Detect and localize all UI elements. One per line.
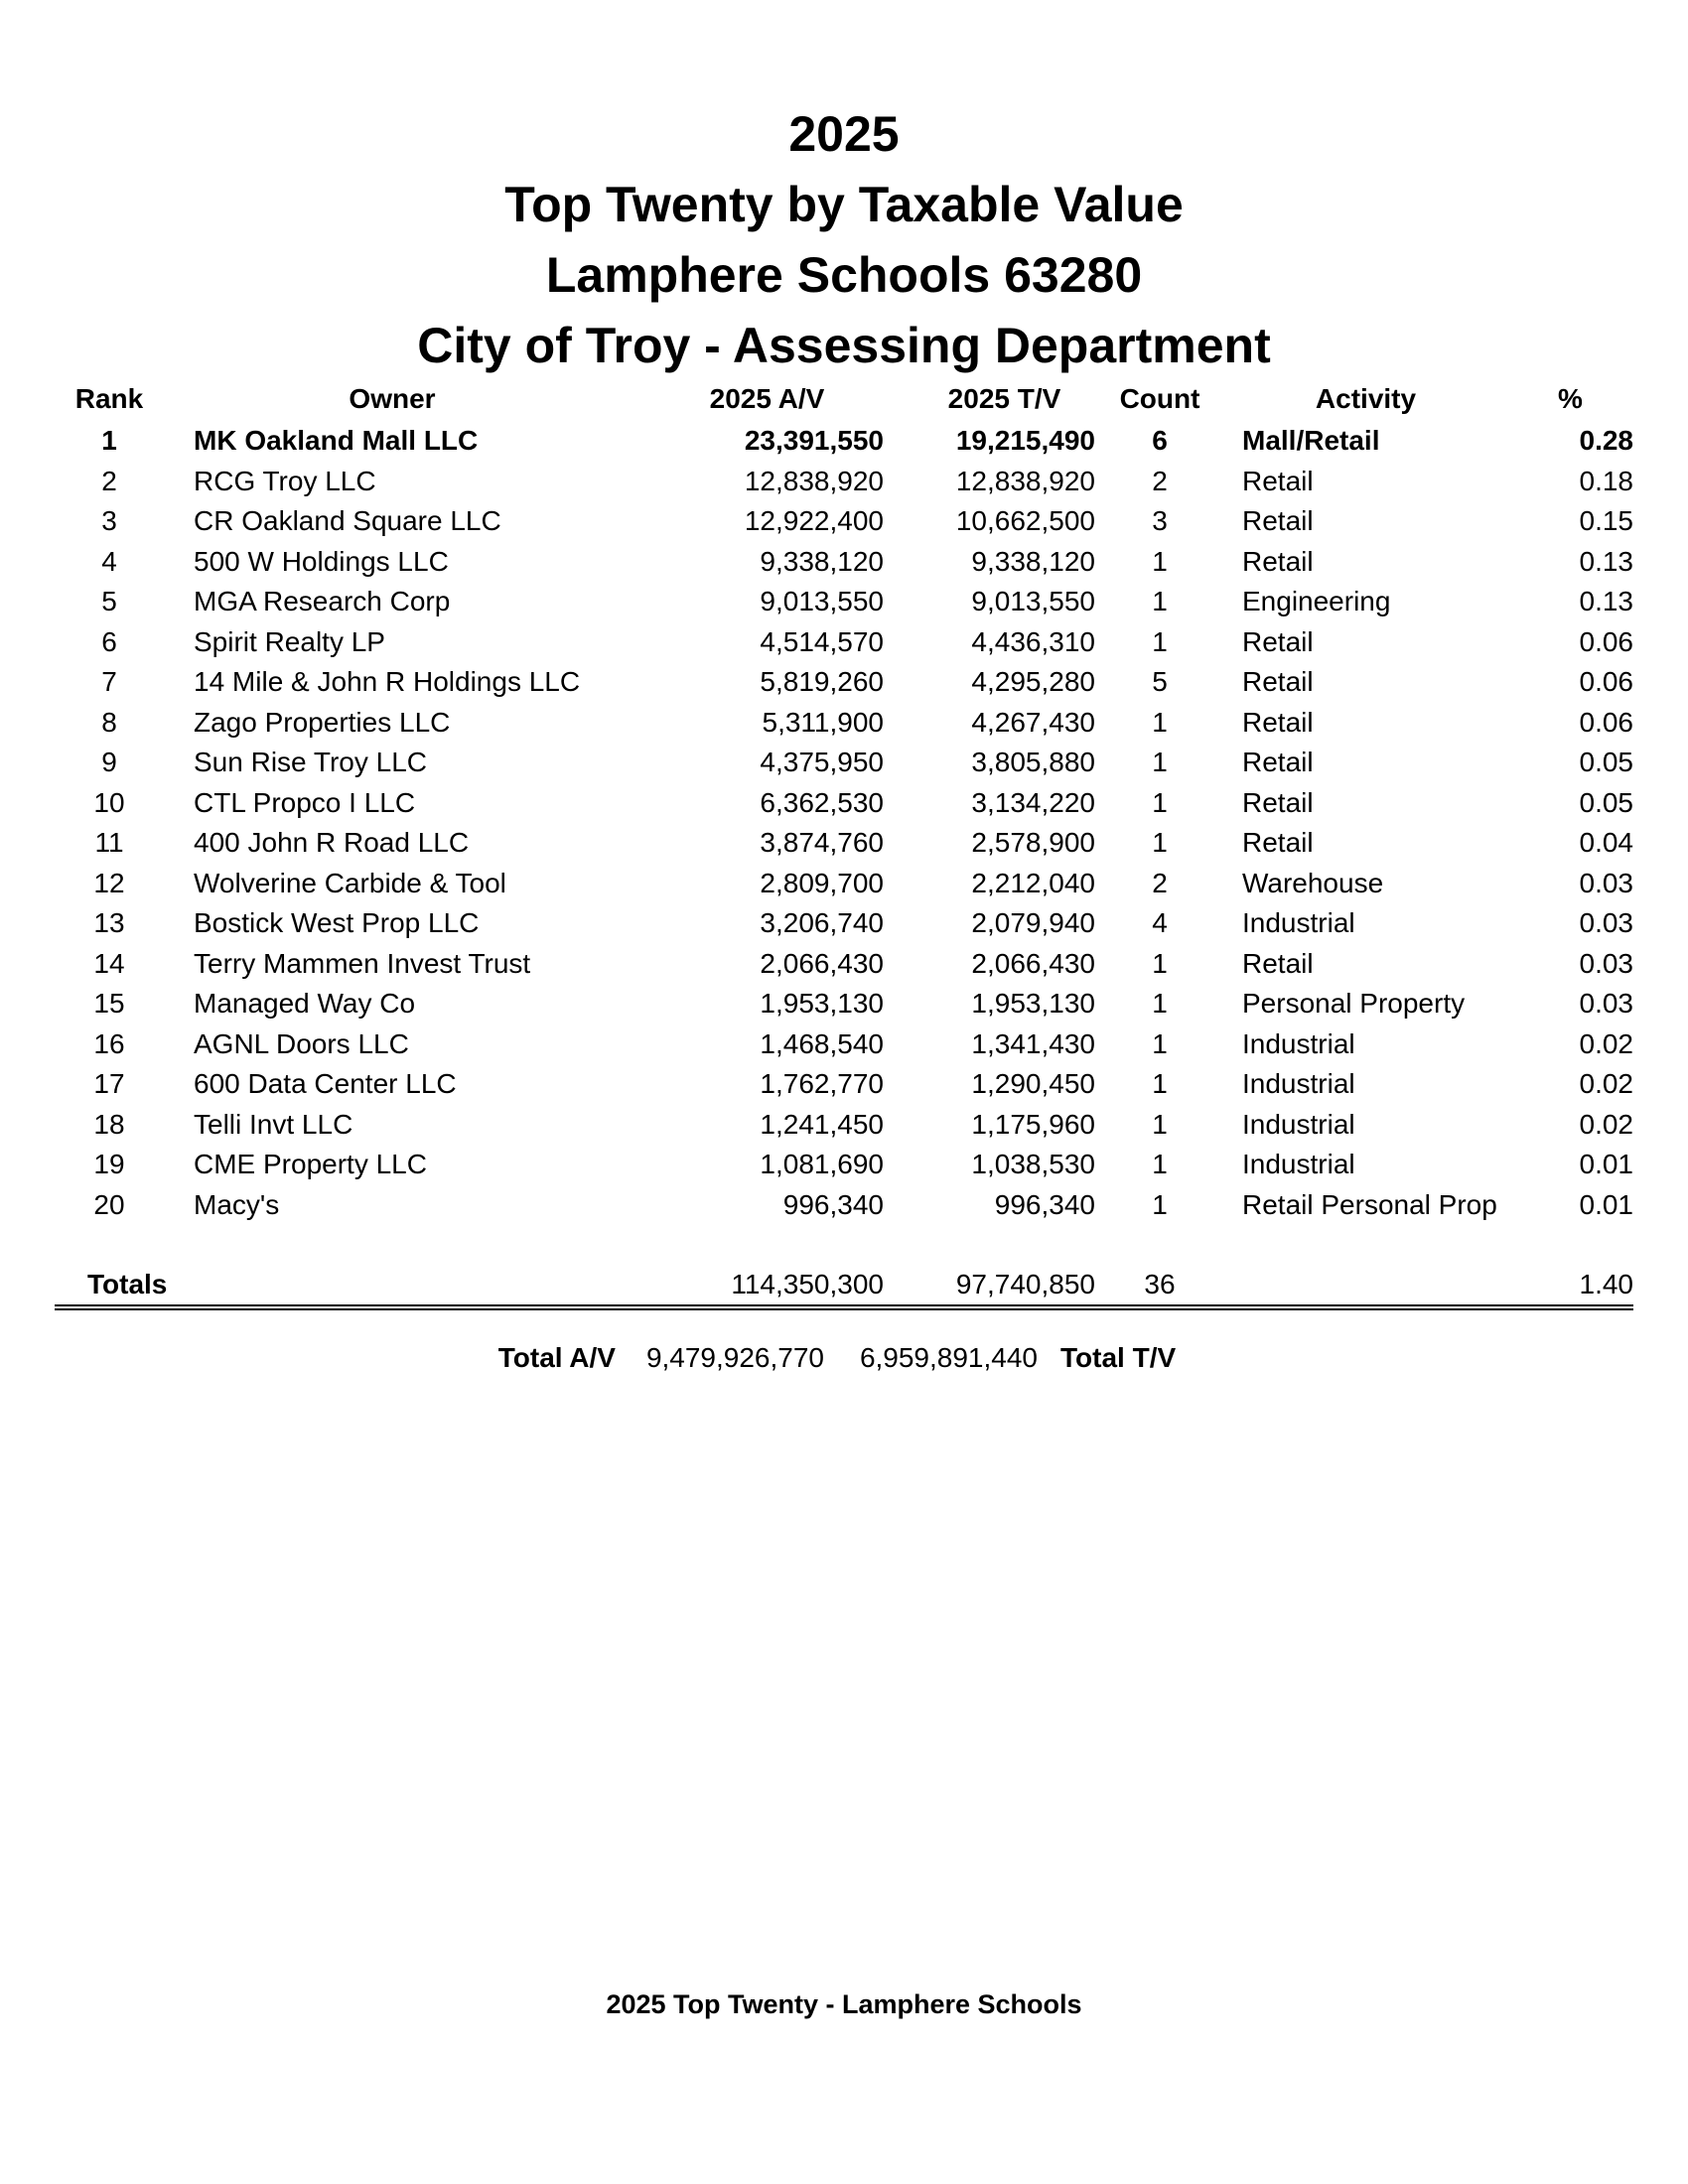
cell-rank: 18 <box>93 1108 125 1140</box>
cell-activity: Personal Property <box>1242 988 1466 1020</box>
cell-tv: 996,340 <box>994 1188 1095 1220</box>
cell-owner: 600 Data Center LLC <box>194 1068 457 1100</box>
title-year: 2025 <box>788 106 900 162</box>
cell-activity: Retail Personal Prop <box>1242 1188 1497 1220</box>
table-row <box>55 462 1633 502</box>
cell-activity: Retail <box>1242 827 1314 859</box>
cell-tv: 4,295,280 <box>971 666 1095 698</box>
table-row <box>55 501 1633 542</box>
totals-percent: 1.40 <box>1507 1265 1633 1307</box>
top-twenty-table <box>55 377 1633 1310</box>
cell-owner: Telli Invt LLC <box>194 1108 353 1140</box>
cell-owner: 14 Mile & John R Holdings LLC <box>194 666 581 698</box>
cell-rank: 17 <box>93 1068 125 1100</box>
cell-rank: 13 <box>93 907 125 939</box>
cell-activity: Retail <box>1242 505 1314 537</box>
cell-av: 9,013,550 <box>760 586 884 617</box>
cell-tv: 3,134,220 <box>971 786 1095 818</box>
table-row <box>55 864 1633 904</box>
cell-tv: 1,290,450 <box>971 1068 1095 1100</box>
cell-count: 1 <box>1152 947 1168 979</box>
cell-owner: CTL Propco I LLC <box>194 786 416 818</box>
table-body <box>55 421 1633 1225</box>
cell-percent: 0.05 <box>1579 786 1633 818</box>
header-rank: Rank <box>74 383 144 414</box>
cell-percent: 0.02 <box>1579 1068 1633 1100</box>
cell-owner: Macy's <box>194 1188 280 1220</box>
cell-rank: 20 <box>93 1188 125 1220</box>
cell-tv: 3,805,880 <box>971 747 1095 778</box>
cell-av: 23,391,550 <box>744 425 884 457</box>
cell-av: 996,340 <box>782 1188 884 1220</box>
cell-av: 2,066,430 <box>760 947 884 979</box>
totals-tv: 97,740,850 <box>884 1265 1095 1307</box>
cell-activity: Retail <box>1242 747 1314 778</box>
cell-owner: 400 John R Road LLC <box>194 827 470 859</box>
table-row <box>55 421 1633 462</box>
header-percent: % <box>1558 383 1583 414</box>
cell-tv: 9,338,120 <box>971 545 1095 577</box>
cell-count: 1 <box>1152 545 1168 577</box>
header-count: Count <box>1119 383 1200 414</box>
cell-tv: 2,212,040 <box>971 867 1095 898</box>
cell-av: 12,838,920 <box>744 465 884 496</box>
cell-rank: 16 <box>93 1027 125 1059</box>
cell-owner: Terry Mammen Invest Trust <box>194 947 531 979</box>
table-row <box>55 823 1633 864</box>
cell-tv: 1,175,960 <box>971 1108 1095 1140</box>
cell-count: 1 <box>1152 625 1168 657</box>
table-row <box>55 1024 1633 1065</box>
cell-rank: 15 <box>93 988 125 1020</box>
table-row <box>55 984 1633 1024</box>
cell-percent: 0.03 <box>1579 867 1633 898</box>
title-department: City of Troy - Assessing Department <box>417 318 1271 373</box>
cell-percent: 0.06 <box>1579 625 1633 657</box>
cell-owner: Managed Way Co <box>194 988 416 1020</box>
table-row <box>55 703 1633 744</box>
cell-count: 3 <box>1152 505 1168 537</box>
cell-owner: AGNL Doors LLC <box>194 1027 409 1059</box>
cell-percent: 0.01 <box>1579 1149 1633 1180</box>
cell-activity: Retail <box>1242 545 1314 577</box>
cell-av: 3,206,740 <box>760 907 884 939</box>
table-row <box>55 1105 1633 1146</box>
cell-percent: 0.02 <box>1579 1027 1633 1059</box>
cell-av: 1,953,130 <box>760 988 884 1020</box>
cell-count: 1 <box>1152 706 1168 738</box>
cell-count: 1 <box>1152 586 1168 617</box>
cell-tv: 12,838,920 <box>955 465 1095 496</box>
cell-percent: 0.03 <box>1579 988 1633 1020</box>
cell-count: 1 <box>1152 1188 1168 1220</box>
cell-tv: 1,341,430 <box>971 1027 1095 1059</box>
cell-activity: Industrial <box>1242 1149 1355 1180</box>
cell-activity: Industrial <box>1242 907 1355 939</box>
cell-owner: Spirit Realty LP <box>194 625 385 657</box>
header-tv: 2025 T/V <box>947 383 1061 414</box>
grand-av-label: Total A/V <box>497 1342 616 1373</box>
cell-activity: Industrial <box>1242 1068 1355 1100</box>
cell-count: 1 <box>1152 1149 1168 1180</box>
cell-owner: MK Oakland Mall LLC <box>194 425 479 457</box>
cell-activity: Engineering <box>1242 586 1391 617</box>
cell-rank: 7 <box>101 666 117 698</box>
cell-count: 1 <box>1152 988 1168 1020</box>
spacer-row <box>55 1225 1633 1265</box>
cell-percent: 0.15 <box>1579 505 1633 537</box>
cell-rank: 1 <box>101 425 117 457</box>
cell-av: 5,311,900 <box>762 706 884 738</box>
cell-count: 1 <box>1152 747 1168 778</box>
cell-activity: Retail <box>1242 465 1314 496</box>
cell-count: 6 <box>1152 425 1168 457</box>
cell-tv: 10,662,500 <box>955 505 1095 537</box>
cell-rank: 5 <box>101 586 117 617</box>
cell-rank: 8 <box>101 706 117 738</box>
cell-tv: 2,079,940 <box>971 907 1095 939</box>
totals-row <box>55 1265 1633 1307</box>
cell-rank: 3 <box>101 505 117 537</box>
totals-label: Totals <box>55 1265 194 1307</box>
cell-owner: CR Oakland Square LLC <box>194 505 501 537</box>
cell-av: 9,338,120 <box>760 545 884 577</box>
cell-activity: Industrial <box>1242 1027 1355 1059</box>
cell-activity: Warehouse <box>1242 867 1384 898</box>
grand-av-value: 9,479,926,770 <box>645 1342 824 1373</box>
header-activity: Activity <box>1315 383 1417 414</box>
report-title <box>0 99 1688 381</box>
page-footer: 2025 Top Twenty - Lamphere Schools <box>606 1989 1082 2019</box>
cell-owner: MGA Research Corp <box>194 586 451 617</box>
cell-av: 1,762,770 <box>760 1068 884 1100</box>
cell-tv: 19,215,490 <box>955 425 1095 457</box>
cell-percent: 0.28 <box>1579 425 1633 457</box>
cell-activity: Mall/Retail <box>1242 425 1380 457</box>
cell-rank: 11 <box>94 827 124 859</box>
cell-percent: 0.05 <box>1579 747 1633 778</box>
cell-av: 4,514,570 <box>760 625 884 657</box>
cell-tv: 9,013,550 <box>971 586 1095 617</box>
header-owner: Owner <box>349 383 436 414</box>
cell-av: 1,081,690 <box>760 1149 884 1180</box>
header-av: 2025 A/V <box>709 383 825 414</box>
cell-percent: 0.03 <box>1579 947 1633 979</box>
table-row <box>55 542 1633 583</box>
grand-tv-value: 6,959,891,440 <box>859 1342 1038 1373</box>
cell-rank: 12 <box>93 867 125 898</box>
cell-owner: Bostick West Prop LLC <box>194 907 480 939</box>
cell-owner: 500 W Holdings LLC <box>194 545 449 577</box>
cell-owner: RCG Troy LLC <box>194 465 376 496</box>
table-header-row <box>55 377 1633 421</box>
cell-percent: 0.18 <box>1579 465 1633 496</box>
table-row <box>55 1185 1633 1226</box>
cell-av: 1,468,540 <box>760 1027 884 1059</box>
cell-count: 2 <box>1152 465 1168 496</box>
cell-owner: Zago Properties LLC <box>194 706 451 738</box>
cell-count: 1 <box>1152 1068 1168 1100</box>
cell-tv: 4,267,430 <box>971 706 1095 738</box>
cell-percent: 0.04 <box>1579 827 1633 859</box>
cell-activity: Retail <box>1242 947 1314 979</box>
cell-activity: Retail <box>1242 786 1314 818</box>
cell-owner: Wolverine Carbide & Tool <box>194 867 506 898</box>
cell-rank: 14 <box>93 947 125 979</box>
totals-count: 36 <box>1095 1265 1224 1307</box>
cell-av: 3,874,760 <box>760 827 884 859</box>
grand-tv-label: Total T/V <box>1060 1342 1177 1373</box>
cell-count: 1 <box>1152 827 1168 859</box>
cell-av: 2,809,700 <box>760 867 884 898</box>
cell-av: 6,362,530 <box>760 786 884 818</box>
cell-count: 5 <box>1152 666 1168 698</box>
cell-tv: 4,436,310 <box>971 625 1095 657</box>
cell-activity: Retail <box>1242 666 1314 698</box>
cell-count: 1 <box>1152 1027 1168 1059</box>
cell-rank: 10 <box>93 786 125 818</box>
cell-tv: 2,578,900 <box>971 827 1095 859</box>
cell-percent: 0.13 <box>1579 545 1633 577</box>
cell-percent: 0.06 <box>1579 666 1633 698</box>
table-row <box>55 743 1633 783</box>
cell-percent: 0.06 <box>1579 706 1633 738</box>
cell-av: 1,241,450 <box>760 1108 884 1140</box>
cell-activity: Retail <box>1242 625 1314 657</box>
cell-percent: 0.01 <box>1579 1188 1633 1220</box>
table-row <box>55 582 1633 622</box>
table-row <box>55 944 1633 985</box>
cell-count: 2 <box>1152 867 1168 898</box>
cell-tv: 1,953,130 <box>971 988 1095 1020</box>
cell-rank: 19 <box>93 1149 125 1180</box>
title-report-name: Top Twenty by Taxable Value <box>504 177 1184 232</box>
totals-av: 114,350,300 <box>650 1265 884 1307</box>
table-row <box>55 783 1633 824</box>
table-row <box>55 1145 1633 1185</box>
cell-percent: 0.03 <box>1579 907 1633 939</box>
cell-activity: Industrial <box>1242 1108 1355 1140</box>
cell-av: 5,819,260 <box>760 666 884 698</box>
cell-count: 4 <box>1152 907 1168 939</box>
cell-count: 1 <box>1152 1108 1168 1140</box>
title-district: Lamphere Schools 63280 <box>545 247 1143 303</box>
cell-rank: 6 <box>101 625 117 657</box>
table-row <box>55 622 1633 663</box>
table-row <box>55 903 1633 944</box>
cell-activity: Retail <box>1242 706 1314 738</box>
cell-percent: 0.13 <box>1579 586 1633 617</box>
cell-tv: 1,038,530 <box>971 1149 1095 1180</box>
cell-owner: CME Property LLC <box>194 1149 427 1180</box>
table-row <box>55 662 1633 703</box>
cell-count: 1 <box>1152 786 1168 818</box>
cell-tv: 2,066,430 <box>971 947 1095 979</box>
cell-rank: 4 <box>101 545 117 577</box>
cell-av: 12,922,400 <box>744 505 884 537</box>
cell-percent: 0.02 <box>1579 1108 1633 1140</box>
cell-rank: 9 <box>101 747 117 778</box>
cell-rank: 2 <box>101 465 117 496</box>
table-row <box>55 1064 1633 1105</box>
grand-totals <box>0 1342 1688 1382</box>
cell-owner: Sun Rise Troy LLC <box>194 747 427 778</box>
cell-av: 4,375,950 <box>760 747 884 778</box>
